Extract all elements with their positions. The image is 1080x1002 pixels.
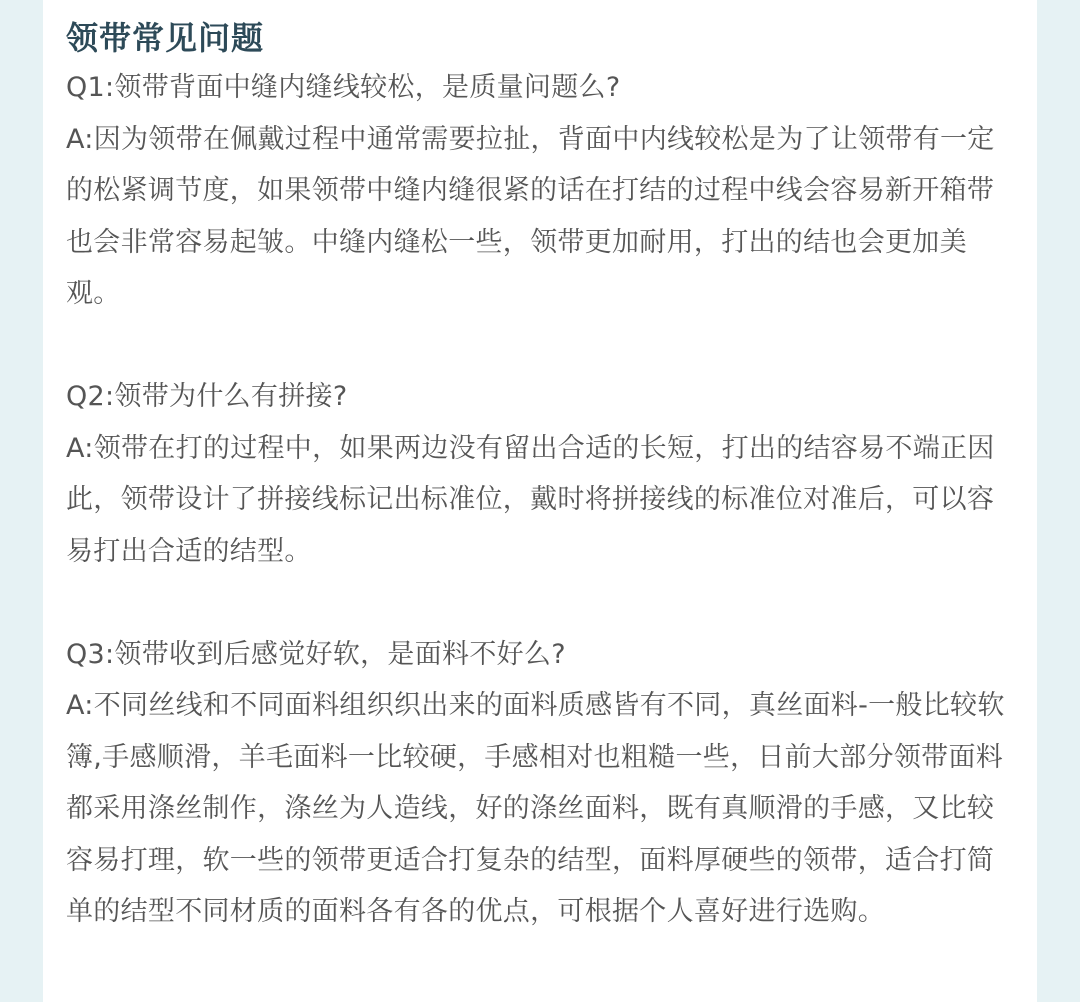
faq-answer-3: A:不同丝线和不同面料组织织出来的面料质感皆有不同，真丝面料-一般比较软簿,手感顺滑，羊毛面料一比较硬，手感相对也粗糙一些，日前大部分领带面料都采用涤丝制作，涤丝为人造线，好的涤丝面料，既有真顺滑的手感，又比较容易打理，软一些的领带更适合打复杂的结型，面料厚硬些的领带，适合打简单的结型不同材质的面料各有各的优点，可根据个人喜好进行选购。 xyxy=(66,690,1005,927)
section-title: 领带常见问题 xyxy=(66,19,265,57)
faq-answer-1: A:因为领带在佩戴过程中通常需要拉扯，背面中内线较松是为了让领带有一定的松紧调节度，如果领带中缝内缝很紧的话在打结的过程中线会容易新开箱带也会非常容易起皱。中缝内缝松一些，领带更加耐用，打出的结也会更加美观。 xyxy=(66,123,995,309)
spacer xyxy=(66,577,1016,629)
faq-item-2 xyxy=(66,371,1016,577)
faq-answer-2: A:领带在打的过程中，如果两边没有留出合适的长短，打出的结容易不端正因此，领带设计了拼接线标记出标准位，戴时将拼接线的标准位对准后，可以容易打出合适的结型。 xyxy=(66,432,995,567)
faq-question-2: Q2:领带为什么有拼接? xyxy=(66,381,348,412)
faq-item-1 xyxy=(66,62,1016,320)
faq-question-3: Q3:领带收到后感觉好软，是面料不好么? xyxy=(66,638,566,670)
spacer xyxy=(66,320,1016,372)
faq-question-1: Q1:领带背面中缝内缝线较松，是质量问题么? xyxy=(66,72,621,103)
faq-item-3 xyxy=(66,629,1016,938)
faq-section xyxy=(66,14,1016,938)
